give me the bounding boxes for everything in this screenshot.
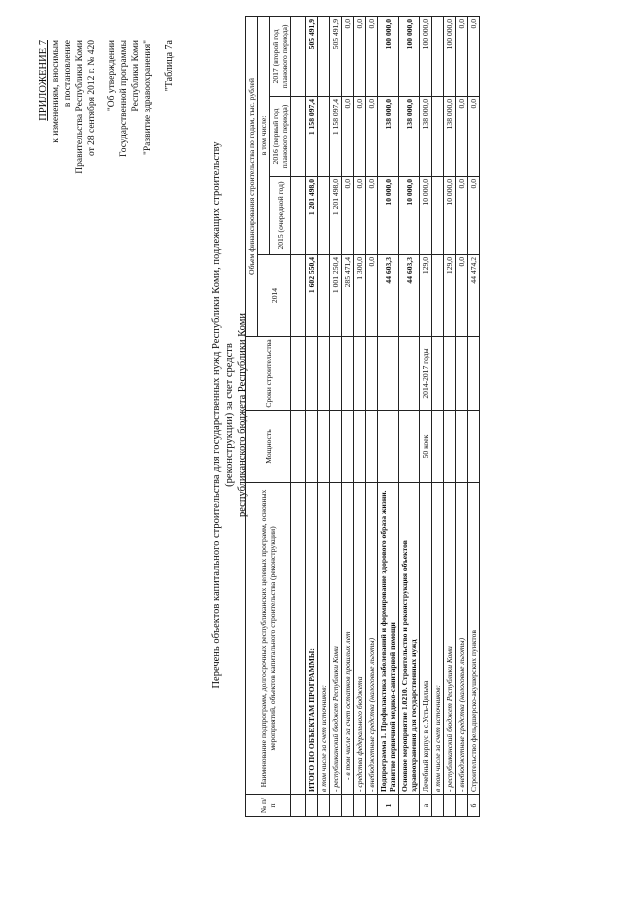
row-name: - средства федерального бюджета [354, 483, 366, 795]
row-period [432, 337, 444, 411]
row-2016: 138 000,0 [444, 97, 456, 177]
header-line: от 28 сентября 2012 г. № 420 [87, 40, 97, 157]
row-2015 [318, 177, 330, 255]
row-2015: 0,0 [468, 177, 480, 255]
appendix-header [38, 40, 176, 310]
appendix-title: ПРИЛОЖЕНИЕ 7 [38, 40, 49, 121]
row-2015: 0,0 [366, 177, 378, 255]
row-2015: 10 000,0 [444, 177, 456, 255]
table-row [432, 16, 444, 816]
row-capacity [468, 411, 480, 483]
row-2014: 44 474,2 [468, 255, 480, 337]
row-num [306, 795, 318, 817]
row-2014: 285 471,4 [342, 255, 354, 337]
row-capacity [354, 411, 366, 483]
row-capacity [342, 411, 354, 483]
row-2014: 129,0 [444, 255, 456, 337]
row-2017: 0,0 [342, 16, 354, 96]
header-line: "Развитие здравоохранения" [143, 40, 153, 156]
row-2014: 1 602 550,4 [306, 255, 318, 337]
row-2017: 100 000,0 [399, 16, 420, 96]
row-name: Подпрограмма 1. Профилактика заболеваний и формирование здорового образа жизни. Развитие первичной медико-санитарной помощи [378, 483, 399, 795]
col-header-capacity: Мощность [246, 411, 291, 483]
row-2017 [432, 16, 444, 96]
row-2014: 129,0 [420, 255, 432, 337]
row-2017: 505 491,9 [306, 16, 318, 96]
row-2014: 1 001 250,4 [330, 255, 342, 337]
row-num [354, 795, 366, 817]
row-2015: 10 000,0 [420, 177, 432, 255]
row-num [330, 795, 342, 817]
row-2014: 0,0 [366, 255, 378, 337]
col-header-2017: 2017 (второй год планового периода) [270, 16, 291, 96]
row-2017: 100 000,0 [444, 16, 456, 96]
row-2017: 100 000,0 [420, 16, 432, 96]
row-2016: 0,0 [366, 97, 378, 177]
row-capacity [366, 411, 378, 483]
row-2016 [432, 97, 444, 177]
row-2015: 0,0 [342, 177, 354, 255]
row-2014: 0,0 [456, 255, 468, 337]
row-2014: 44 603,3 [378, 255, 399, 337]
row-name: в том числе за счет источников: [432, 483, 444, 795]
row-period [444, 337, 456, 411]
header-line: в постановление [63, 40, 73, 108]
row-num: 1 [378, 795, 399, 817]
row-2015: 1 201 498,0 [306, 177, 318, 255]
row-2017: 505 491,9 [330, 16, 342, 96]
row-2014: 1 300,0 [354, 255, 366, 337]
table-row [342, 16, 354, 816]
row-2016: 138 000,0 [399, 97, 420, 177]
row-2016: 0,0 [354, 97, 366, 177]
row-name: в том числе за счет источников: [318, 483, 330, 795]
table-row [291, 16, 306, 816]
table-row [306, 16, 318, 816]
row-2016: 0,0 [456, 97, 468, 177]
row-capacity [432, 411, 444, 483]
table-row [399, 16, 420, 816]
row-num: б [468, 795, 480, 817]
row-2014: 44 603,3 [399, 255, 420, 337]
header-line: к изменениям, вносимым [51, 40, 61, 143]
row-2014 [318, 255, 330, 337]
header-line: Правительства Республики Коми [75, 40, 85, 174]
col-header-period: Сроки строительства [246, 337, 291, 411]
table-row [378, 16, 399, 816]
row-name: - республиканский бюджет Республики Коми [330, 483, 342, 795]
row-period [318, 337, 330, 411]
row-capacity [330, 411, 342, 483]
row-num [342, 795, 354, 817]
row-num [318, 795, 330, 817]
col-header-2015: 2015 (очередной год) [270, 177, 291, 255]
row-name: ИТОГО ПО ОБЪЕКТАМ ПРОГРАММЫ: [306, 483, 318, 795]
row-capacity [318, 411, 330, 483]
row-2015: 10 000,0 [378, 177, 399, 255]
row-period [306, 337, 318, 411]
row-2017 [318, 16, 330, 96]
header-line: Республики Коми [131, 40, 141, 112]
row-2016: 1 158 097,4 [306, 97, 318, 177]
row-num [366, 795, 378, 817]
objects-table [245, 16, 480, 817]
row-num [456, 795, 468, 817]
row-2017: 0,0 [366, 16, 378, 96]
row-name: - республиканский бюджет Республики Коми [444, 483, 456, 795]
row-capacity [456, 411, 468, 483]
col-header-num: № п/п [246, 795, 291, 817]
row-period [378, 337, 399, 411]
table-row [420, 16, 432, 816]
row-2015: 10 000,0 [399, 177, 420, 255]
row-name: - в том числе за счет остатков прошлых лет [342, 483, 354, 795]
row-period [342, 337, 354, 411]
table-header-row [246, 16, 258, 816]
title-line: республиканского бюджета Республики Коми [237, 313, 248, 517]
row-2016: 138 000,0 [378, 97, 399, 177]
row-name: - внебюджетные средства (налоговые льготы) [366, 483, 378, 795]
table-label: "Таблица 7а [164, 40, 175, 92]
row-2016 [318, 97, 330, 177]
row-2017: 0,0 [456, 16, 468, 96]
row-name: Основное мероприятие 1.0210. Строительство и реконструкция объектов здравоохранения для государственных нужд [399, 483, 420, 795]
row-2016: 1 158 097,4 [330, 97, 342, 177]
row-period [399, 337, 420, 411]
row-2017: 0,0 [468, 16, 480, 96]
col-header-2016: 2016 (первый год планового периода) [270, 97, 291, 177]
row-capacity: 50 коек [420, 411, 432, 483]
table-row [468, 16, 480, 816]
table-row [444, 16, 456, 816]
row-name: Строительство фельдшерско-акушерских пунктов [468, 483, 480, 795]
row-num [444, 795, 456, 817]
table-row [354, 16, 366, 816]
col-header-incl: в том числе: [258, 16, 270, 254]
col-header-funding: Объем финансирования строительства по годам, тыс. рублей [246, 16, 258, 336]
row-2017: 100 000,0 [378, 16, 399, 96]
row-period [456, 337, 468, 411]
row-2016: 138 000,0 [420, 97, 432, 177]
table-row [330, 16, 342, 816]
row-2014 [432, 255, 444, 337]
row-period [366, 337, 378, 411]
row-period [354, 337, 366, 411]
row-capacity [378, 411, 399, 483]
col-header-2014: 2014 [258, 255, 291, 337]
table-row [366, 16, 378, 816]
row-capacity [399, 411, 420, 483]
row-period: 2014-2017 годы [420, 337, 432, 411]
row-2015: 0,0 [354, 177, 366, 255]
row-2016: 0,0 [468, 97, 480, 177]
row-2017: 0,0 [354, 16, 366, 96]
table-row [456, 16, 468, 816]
row-num: а [420, 795, 432, 817]
row-period [330, 337, 342, 411]
row-name: - внебюджетные средства (налоговые льготы) [456, 483, 468, 795]
row-2015 [432, 177, 444, 255]
title-line: Перечень объектов капитального строительства для государственных нужд Республики Коми, подлежащих строительству (реконструкции) за счет средств [211, 141, 235, 689]
row-2015: 0,0 [456, 177, 468, 255]
row-name: Лечебный корпус в с.Усть-Цильма [420, 483, 432, 795]
row-2015: 1 201 498,0 [330, 177, 342, 255]
row-period [468, 337, 480, 411]
row-num [432, 795, 444, 817]
table-row [318, 16, 330, 816]
document-title [210, 105, 249, 725]
header-line: "Об утверждении [107, 40, 117, 112]
row-capacity [306, 411, 318, 483]
header-line: Государственной программы [119, 40, 129, 157]
row-capacity [444, 411, 456, 483]
row-num [399, 795, 420, 817]
col-header-name: Наименование подпрограмм, долгосрочных республиканских целевых программ, основных мероприятий, объектов капитального строительства (реконструкции) [246, 483, 291, 795]
row-2016: 0,0 [342, 97, 354, 177]
